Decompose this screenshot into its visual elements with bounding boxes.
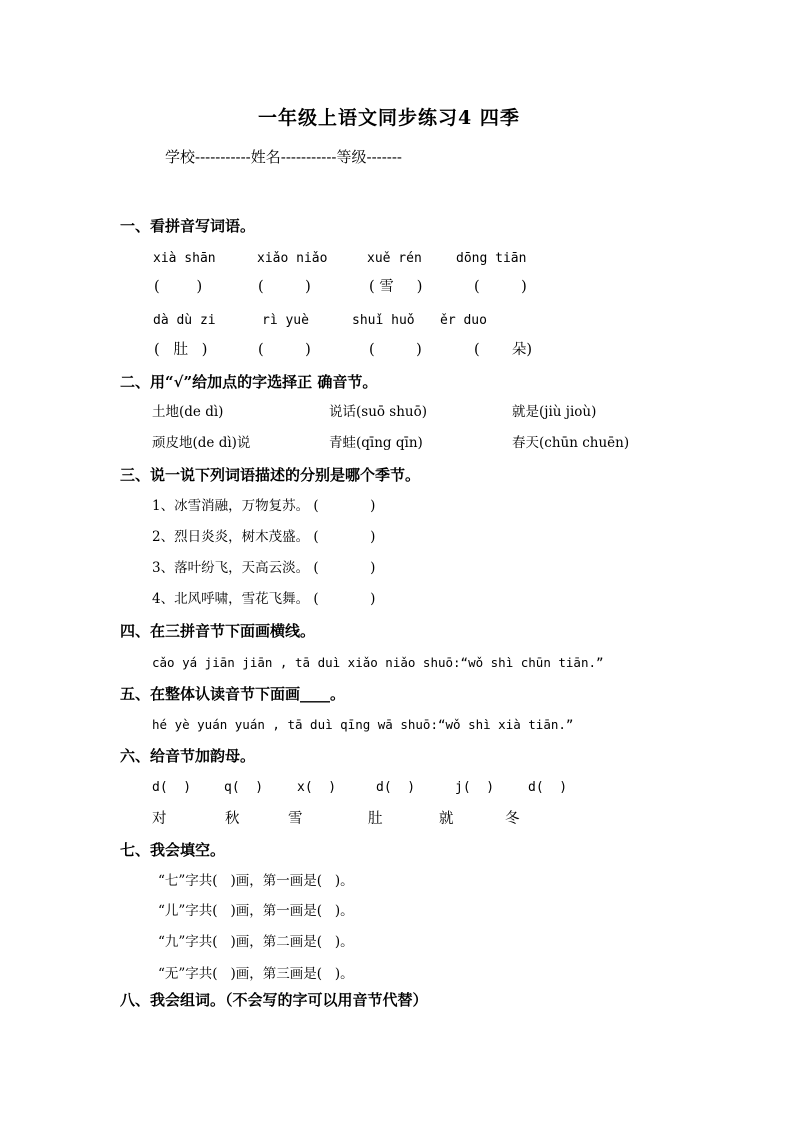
answer-box: ( 肚 ) bbox=[154, 342, 208, 358]
pinyin-item: dōng tiān bbox=[456, 251, 527, 266]
initial-blank: x( ) bbox=[297, 780, 337, 795]
answer-box: ( ) bbox=[369, 342, 422, 358]
character: 雪 bbox=[288, 811, 303, 827]
section-1-heading: 一、看拼音写词语。 bbox=[120, 217, 256, 235]
stroke-question: “儿”字共( )画，第一画是( )。 bbox=[158, 903, 354, 919]
season-question: 1、冰雪消融，万物复苏。 ( ) bbox=[152, 498, 376, 514]
pinyin-item: xià shān bbox=[153, 251, 216, 266]
initial-blank: d( ) bbox=[528, 780, 568, 795]
pinyin-item: dà dù zi bbox=[153, 313, 216, 328]
initial-blank: d( ) bbox=[376, 780, 416, 795]
initial-blank: j( ) bbox=[455, 780, 495, 795]
pinyin-sentence: hé yè yuán yuán , tā duì qīng wā shuō:“wǒ shì xià tiān.” bbox=[152, 717, 574, 732]
answer-box: ( 雪 ) bbox=[369, 279, 423, 295]
initial-blank: d( ) bbox=[152, 780, 192, 795]
stroke-question: “七”字共( )画，第一画是( )。 bbox=[158, 873, 354, 889]
season-question: 4、北风呼啸，雪花飞舞。 ( ) bbox=[152, 591, 376, 607]
character: 就 bbox=[439, 811, 454, 827]
pinyin-item: xiǎo niǎo bbox=[257, 251, 328, 266]
section-5-heading: 五、在整体认读音节下面画____。 bbox=[120, 685, 346, 703]
answer-box: ( 朵) bbox=[474, 342, 533, 358]
season-question: 3、落叶纷飞，天高云淡。 ( ) bbox=[152, 560, 376, 576]
answer-box: ( ) bbox=[258, 342, 311, 358]
page-title: 一年级上语文同步练习4 四季 bbox=[258, 107, 520, 129]
pinyin-item: rì yuè bbox=[262, 313, 309, 328]
pinyin-item: shuǐ huǒ bbox=[352, 313, 415, 328]
character: 肚 bbox=[368, 811, 383, 827]
pinyin-item: xuě rén bbox=[367, 251, 422, 266]
section-4-heading: 四、在三拼音节下面画横线。 bbox=[120, 622, 316, 640]
section-6-heading: 六、给音节加韵母。 bbox=[120, 747, 256, 765]
answer-box: ( ) bbox=[154, 279, 203, 295]
syllable-choice: 土地(de dì) bbox=[152, 404, 224, 420]
character: 对 bbox=[152, 811, 167, 827]
section-7-heading: 七、我会填空。 bbox=[120, 841, 226, 859]
syllable-choice: 说话(suō shuō) bbox=[329, 404, 428, 420]
section-2-heading: 二、用“√”给加点的字选择正 确音节。 bbox=[120, 373, 378, 391]
character: 秋 bbox=[225, 811, 240, 827]
answer-box: ( ) bbox=[258, 279, 311, 295]
character: 冬 bbox=[505, 811, 520, 827]
pinyin-sentence: cǎo yá jiān jiān , tā duì xiǎo niǎo shuō:“wǒ shì chūn tiān.” bbox=[152, 655, 604, 670]
stroke-question: “九”字共( )画，第二画是( )。 bbox=[158, 934, 354, 950]
student-info-line: 学校-----------姓名-----------等级------- bbox=[165, 148, 402, 166]
answer-box: ( ) bbox=[474, 279, 527, 295]
stroke-question: “无”字共( )画，第三画是( )。 bbox=[158, 966, 354, 982]
section-3-heading: 三、说一说下列词语描述的分别是哪个季节。 bbox=[120, 466, 421, 484]
syllable-choice: 顽皮地(de dì)说 bbox=[152, 435, 251, 451]
syllable-choice: 青蛙(qīng qīn) bbox=[329, 435, 423, 451]
season-question: 2、烈日炎炎，树木茂盛。 ( ) bbox=[152, 529, 376, 545]
pinyin-item: ěr duo bbox=[440, 313, 487, 328]
section-8-heading: 八、我会组词。（不会写的字可以用音节代替） bbox=[120, 991, 428, 1009]
initial-blank: q( ) bbox=[224, 780, 264, 795]
syllable-choice: 就是(jiù jioù) bbox=[512, 404, 597, 420]
syllable-choice: 春天(chūn chuēn) bbox=[512, 435, 630, 451]
